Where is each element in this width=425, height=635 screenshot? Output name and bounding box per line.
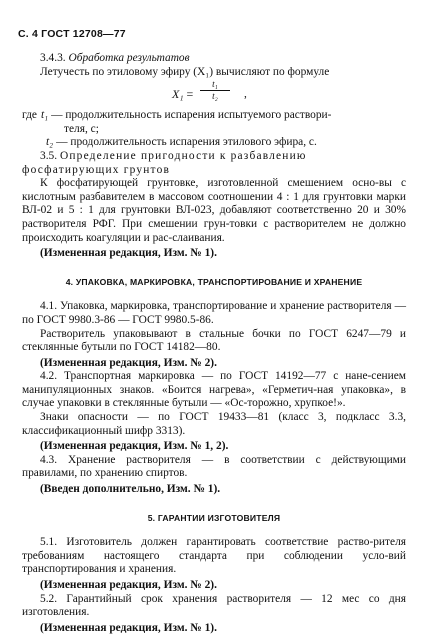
symbol-t1: t₁ [40, 109, 49, 122]
edition-note: (Измененная редакция, Изм. № 1, 2). [40, 440, 229, 453]
clause-title: Обработка результатов [68, 52, 190, 64]
section-5-title: 5. ГАРАНТИИ ИЗГОТОВИТЕЛЯ [147, 512, 281, 523]
clause-4-2-hazard-signs: Знаки опасности — по ГОСТ 19433—81 (класс 3, подкласс 3.3, классификационный шифр 3313). [22, 411, 406, 437]
clause-5-1: 5.1. Изготовитель должен гарантировать соответствие раство-рителя требованиям настоящего стандарта при соблюдении усло-вий транспортирования и хранения. [22, 536, 406, 576]
clause-3-4-3-heading [22, 52, 406, 66]
formula-fraction [200, 79, 230, 102]
definition-t2-text: — продолжительность испарения этилового эфира, с. [56, 136, 317, 149]
formula-denominator: t₂ [212, 91, 218, 102]
section-4-title: 4. УПАКОВКА, МАРКИРОВКА, ТРАНСПОРТИРОВАНИЕ И ХРАНЕНИЕ [65, 276, 363, 287]
definition-t2 [22, 136, 406, 150]
clause-4-2: 4.2. Транспортная маркировка — по ГОСТ 14192—77 с нане-сением манипуляционных знаков. «Боится нагрева», «Герметич-ная упаковка», в случае упаковки в стеклянные бутыли — «Ос-торожно, хрупкое!». [22, 370, 406, 410]
page-header: С. 4 ГОСТ 12708—77 [18, 28, 126, 40]
where-label: где [22, 109, 37, 122]
clause-4-1: 4.1. Упаковка, маркировка, транспортирование и хранение растворителя — по ГОСТ 9980.3-86 — ГОСТ 9980.5-86. [22, 300, 406, 326]
definition-t1-continuation: теля, с; [64, 122, 99, 135]
definition-t1 [22, 109, 406, 123]
edition-note: (Измененная редакция, Изм. № 2). [40, 579, 217, 591]
edition-note: (Измененная редакция, Изм. № 1). [40, 247, 217, 260]
clause-4-1-packing: Растворитель упаковывают в стальные бочки по ГОСТ 6247—79 и стеклянные бутыли по ГОСТ 14182—80. [22, 327, 406, 354]
formula [22, 79, 406, 109]
clause-3-4-3-text: Летучесть по этиловому эфиру (X₁) вычисляют по формуле [40, 65, 330, 78]
formula-comma: , [244, 88, 247, 101]
formula-variable: X₁ [172, 87, 184, 102]
definition-t1-text: — продолжительность испарения испытуемого раствори- [51, 109, 332, 122]
formula-equals: = [183, 87, 194, 102]
symbol-t2: t₂ [46, 136, 54, 149]
edition-note: (Введен дополнительно, Изм. № 1). [40, 483, 221, 496]
clause-3-5-heading-continuation: фосфатирующих грунтов [22, 163, 171, 176]
clause-4-3: 4.3. Хранение растворителя — в соответствии с действующими правилами, по хранению спиртов. [22, 453, 406, 480]
clause-number: 3.5. [40, 149, 58, 162]
edition-note: (Измененная редакция, Изм. № 1). [40, 621, 217, 634]
clause-title: Определение пригодности к разбавлению [59, 149, 307, 162]
clause-number: 3.4.3. [40, 52, 66, 64]
clause-3-5-text: К фосфатирующей грунтовке, изготовленной смешением осно-вы с кислотным разбавителем в массовом соотношении 4 : 1 для грунтовки марки ВЛ-02 и 5 : 1 для грунтовки ВЛ-023, добавляют соответственно 20 и 30% растворителя РФГ. При смешении грун-товки с растворителем не должно происходить коагуляции и рас-слаивания. [22, 177, 406, 244]
edition-note: (Измененная редакция, Изм. № 2). [40, 356, 217, 369]
clause-5-2: 5.2. Гарантийный срок хранения растворителя — 12 мес со дня изготовления. [22, 592, 406, 619]
formula-lhs [172, 88, 193, 102]
document-body [22, 52, 406, 635]
formula-numerator: t₁ [200, 79, 230, 91]
clause-3-5-heading [22, 150, 406, 164]
